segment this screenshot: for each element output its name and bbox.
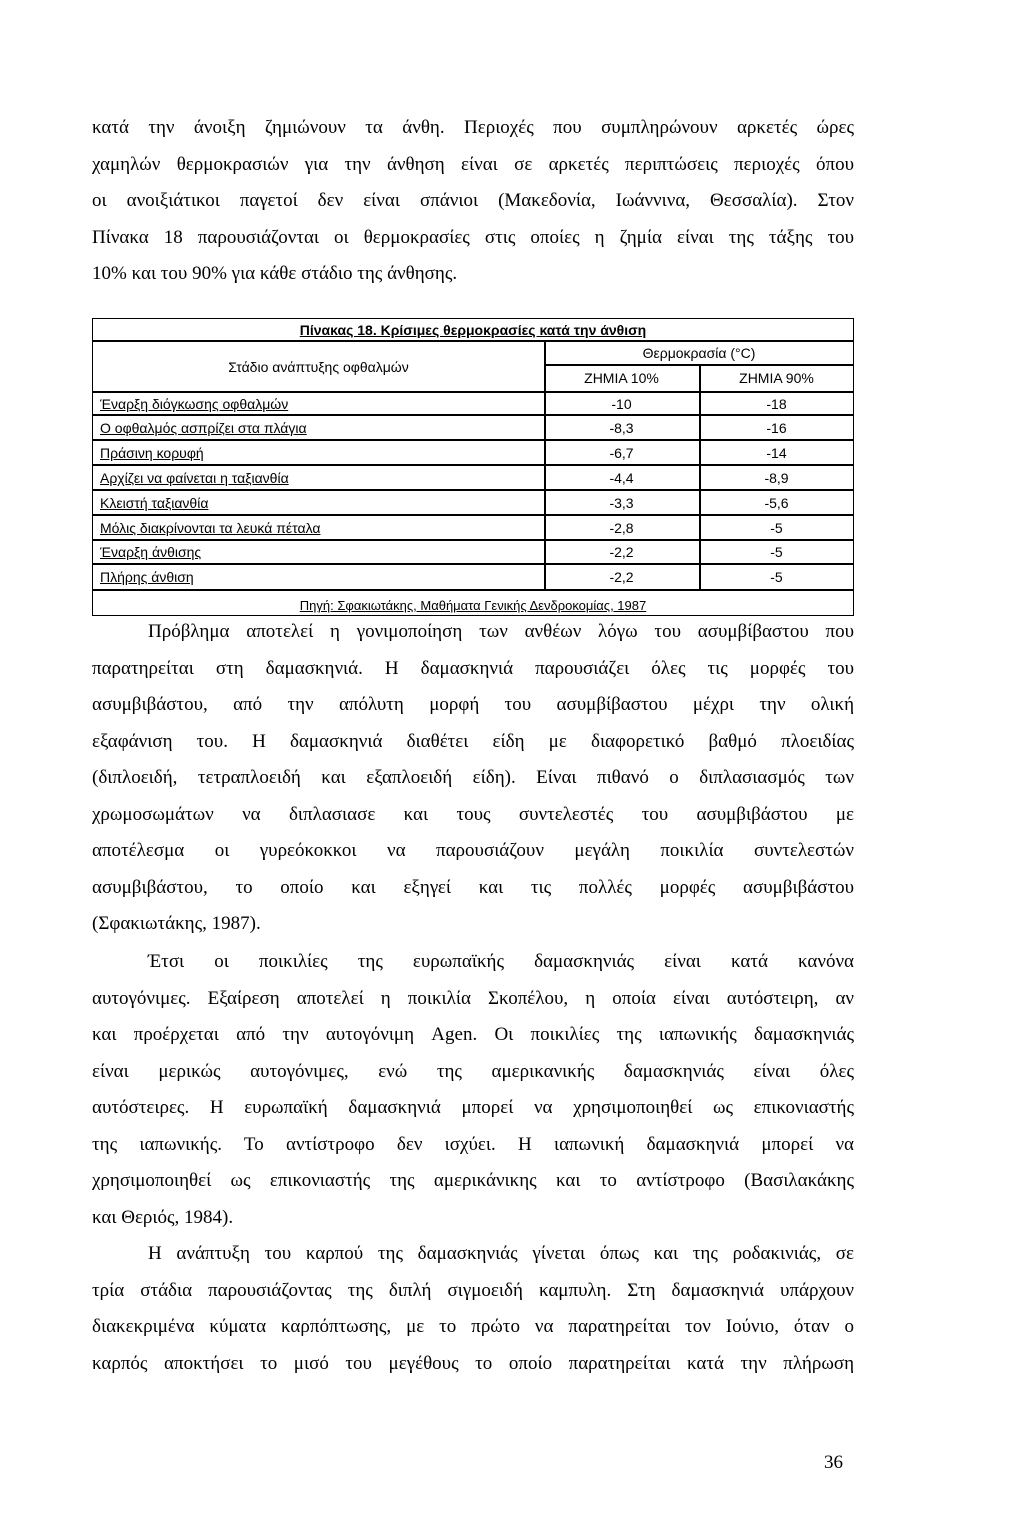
paragraph-fruit-development [92,1236,854,1382]
paragraph-intro [92,110,854,293]
text-line: ασυμβιβάστου, το οποίο και εξηγεί και τις πολλές μορφές ασυμβιβάστου [92,876,854,898]
table-title: Πίνακας 18. Κρίσιμες θερμοκρασίες κατά την άνθιση [299,322,647,338]
text-line: αποτέλεσμα οι γυρεόκοκκοι να παρουσιάζουν μεγάλη ποικιλία συντελεστών [92,840,854,861]
text-line: χρωμοσωμάτων να διπλασιασε και τους συντελεστές του ασυμβιβάστου με [92,803,854,825]
text-line: διακεκριμένα κύματα καρπόπτωσης, με το πρώτο να παρατηρείται τον Ιούνιο, όταν ο [92,1316,854,1337]
text-line: της ιαπωνικής. Το αντίστροφο δεν ισχύει. Η ιαπωνική δαμασκηνιά μπορεί να [92,1133,854,1155]
table-source: Πηγή: Σφακιωτάκης, Μαθήματα Γενικής Δενδροκομίας, 1987 [299,598,647,613]
text-line: αυτόστειρες. Η ευρωπαϊκή δαμασκηνιά μπορεί να χρησιμοποιηθεί ως επικονιαστής [92,1097,854,1118]
text-line: 10% και του 90% για κάθε στάδιο της άνθησης. [92,263,458,284]
damage-90-value: -18 [766,396,787,412]
stage-label: Πλήρης άνθιση [100,569,194,585]
text-line: εξαφάνιση του. Η δαμασκηνιά διαθέτει είδη με διαφορετικό βαθμό πλοειδίας [92,730,854,752]
damage-10-value: -8,3 [609,420,634,436]
stage-label: Ο οφθαλμός ασπρίζει στα πλάγια [100,420,307,436]
text-line: (διπλοειδή, τετραπλοειδή και εξαπλοειδή είδη). Είναι πιθανό ο διπλασιασμός των [92,767,854,788]
damage-10-value: -3,3 [609,495,634,511]
stage-label: Μόλις διακρίνονται τα λευκά πέταλα [100,520,321,536]
text-line: κατά την άνοιξη ζημιώνουν τα άνθη. Περιοχές που συμπληρώνουν αρκετές ώρες [92,117,854,138]
text-line: Πίνακα 18 παρουσιάζονται οι θερμοκρασίες στις οποίες η ζημία είναι της τάξης του [92,226,854,248]
text-line: Η ανάπτυξη του καρπού της δαμασκηνιάς γίνεται όπως και της ροδακινιάς, σε [148,1243,854,1264]
damage-10-value: -2,2 [609,544,634,560]
damage-10-value: -2,8 [609,520,634,536]
damage-10-value: -10 [611,396,632,412]
damage-90-value: -8,9 [764,470,789,486]
text-line: οι ανοιξιάτικοι παγετοί δεν είναι σπάνιοι (Μακεδονία, Ιωάννινα, Θεσσαλία). Στον [92,190,854,211]
damage-90-value: -5,6 [764,495,789,511]
damage-10-value: -2,2 [609,569,634,585]
paragraph-varieties [92,944,854,1236]
damage-90-value: -5 [770,569,783,585]
stage-label: Αρχίζει να φαίνεται η ταξιανθία [100,470,289,486]
text-line: αυτογόνιμες. Εξαίρεση αποτελεί η ποικιλία Σκοπέλου, η οποία είναι αυτόστειρη, αν [92,987,854,1009]
stage-label: Πράσινη κορυφή [100,445,204,461]
text-line: είναι μερικώς αυτογόνιμες, ενώ της αμερικανικής δαμασκηνιάς είναι όλες [92,1060,854,1082]
damage-90-value: -14 [766,445,787,461]
text-line: χαμηλών θερμοκρασιών για την άνθηση είναι σε αρκετές περιπτώσεις περιοχές όπου [92,153,854,175]
page-number: 36 [824,1452,843,1473]
text-line: παρατηρείται στη δαμασκηνιά. Η δαμασκηνιά παρουσιάζει όλες τις μορφές του [92,657,854,679]
text-line: καρπός αποκτήσει το μισό του μεγέθους το οποίο παρατηρείται κατά την πλήρωση [92,1352,854,1374]
paragraph-incompatibility [92,614,854,943]
damage-10-value: -4,4 [609,470,634,486]
damage-90-value: -16 [766,420,787,436]
damage-90-header: ΖΗΜΙΑ 90% [739,370,814,386]
stage-label: Έναρξη άνθισης [100,544,202,560]
text-line: (Σφακιωτάκης, 1987). [92,913,261,934]
stage-header: Στάδιο ανάπτυξης οφθαλμών [228,359,409,375]
damage-10-header: ΖΗΜΙΑ 10% [584,370,659,386]
temperature-table [92,318,854,616]
stage-label: Κλειστή ταξιανθία [100,495,209,511]
damage-10-value: -6,7 [609,445,634,461]
stage-label: Έναρξη διόγκωσης οφθαλμών [100,396,289,412]
text-line: τρία στάδια παρουσιάζοντας της διπλή σιγμοειδή καμπυλη. Στη δαμασκηνιά υπάρχουν [92,1279,854,1301]
text-line: ασυμβιβάστου, από την απόλυτη μορφή του ασυμβίβαστου μέχρι την ολική [92,694,854,715]
text-line: χρησιμοποιηθεί ως επικονιαστής της αμερικάνικης και το αντίστροφο (Βασιλακάκης [92,1170,854,1191]
text-line: και Θεριός, 1984). [92,1206,234,1228]
text-line: και προέρχεται από την αυτογόνιμη Agen. Οι ποικιλίες της ιαπωνικής δαμασκηνιάς [92,1024,854,1045]
text-line: Πρόβλημα αποτελεί η γονιμοποίηση των ανθέων λόγω του ασυμβίβαστου που [148,621,854,642]
temperature-header: Θερμοκρασία (°C) [642,345,756,361]
damage-90-value: -5 [770,544,783,560]
damage-90-value: -5 [770,520,783,536]
text-line: Έτσι οι ποικιλίες της ευρωπαϊκής δαμασκηνιάς είναι κατά κανόνα [148,951,854,972]
